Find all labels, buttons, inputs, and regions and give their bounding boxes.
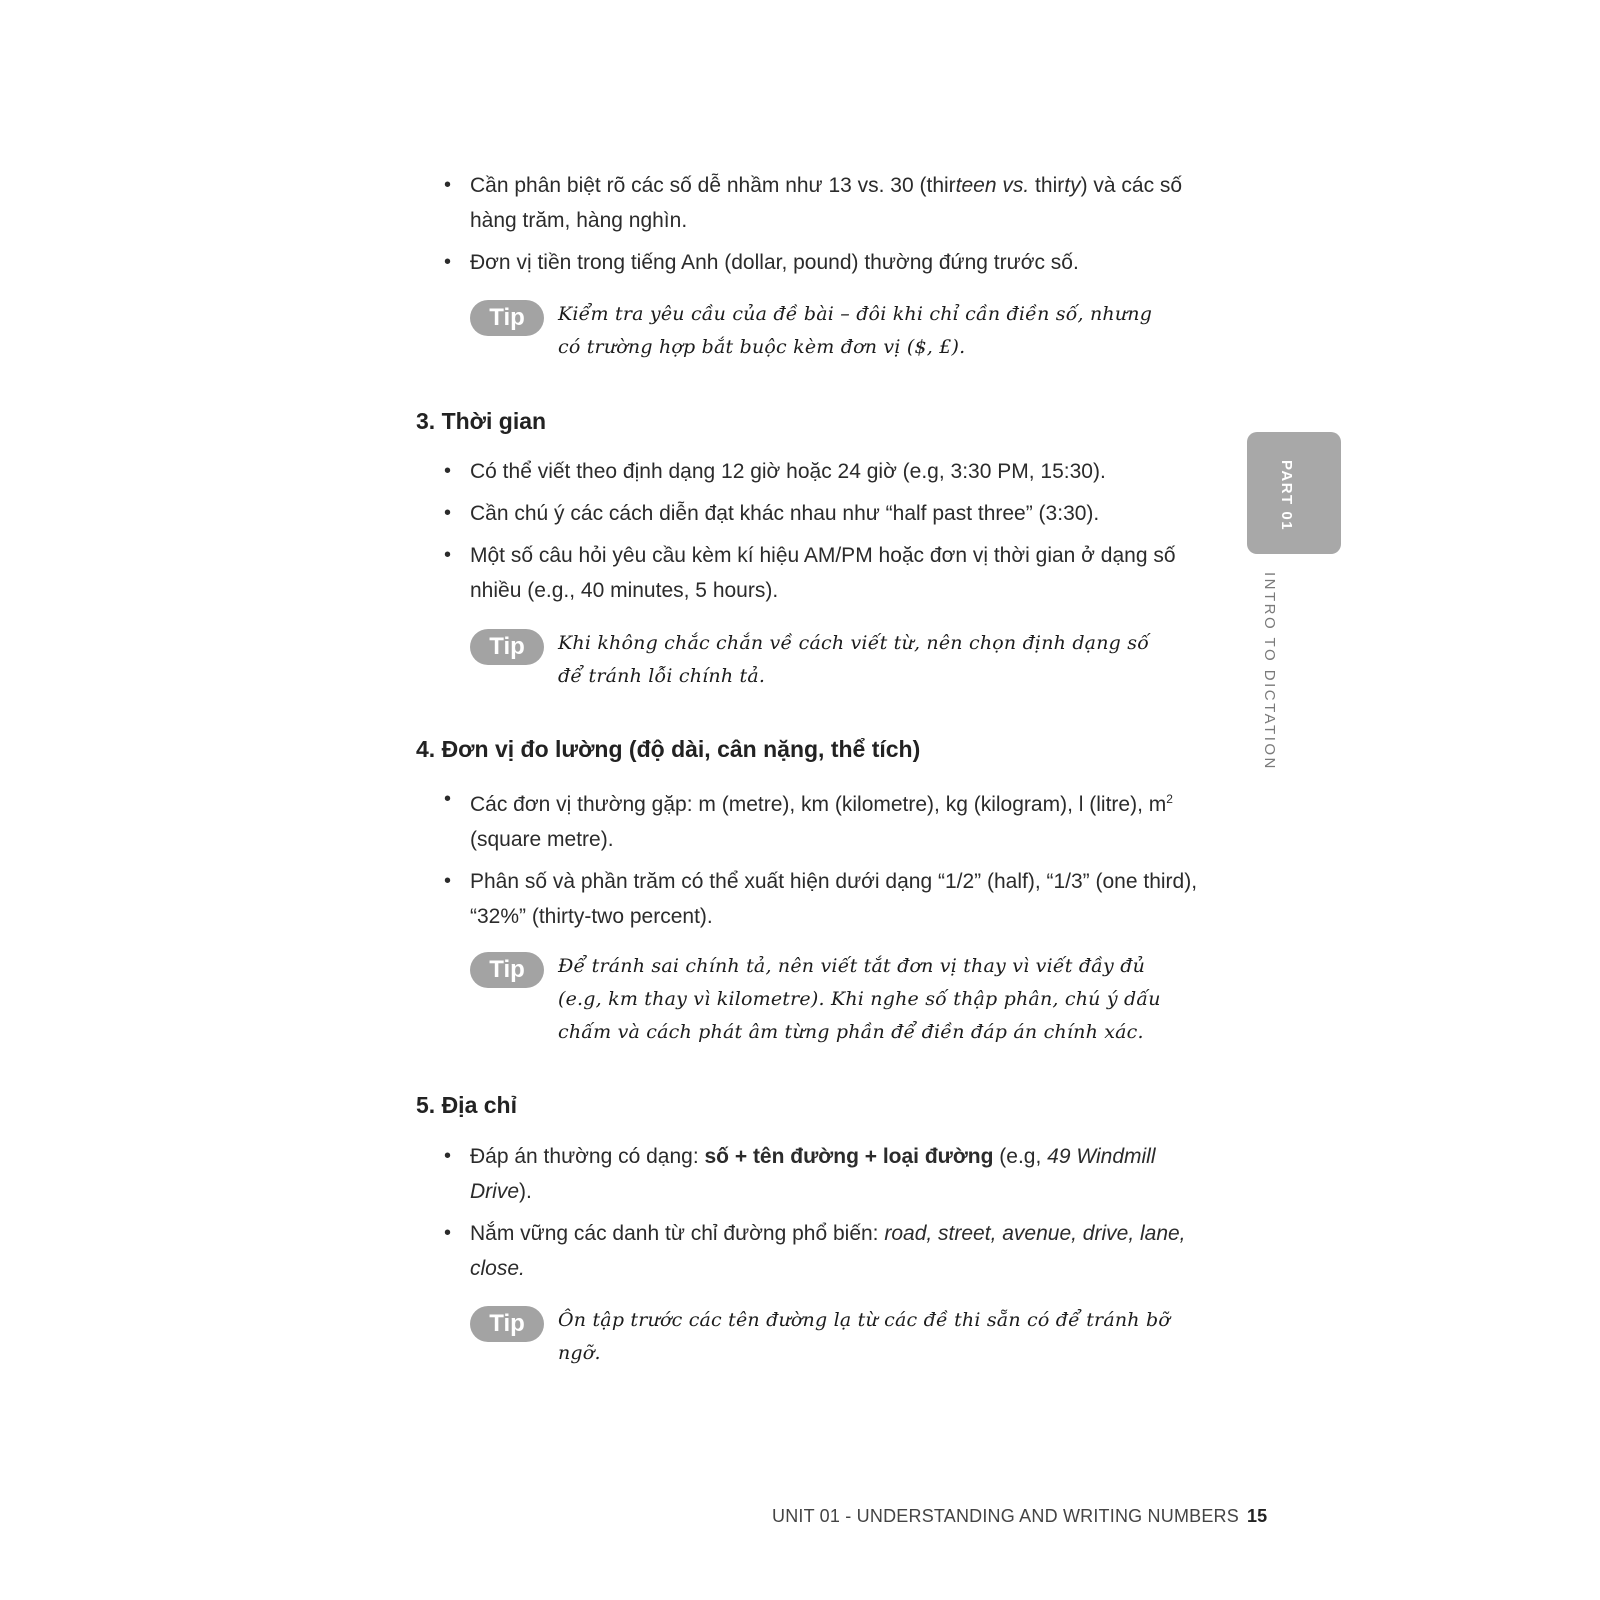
list-item: • Một số câu hỏi yêu cầu kèm kí hiệu AM/PM hoặc đơn vị thời gian ở dạng số nhiều (e.g., 40 minutes, 5 hours). — [440, 538, 1200, 608]
section-heading: 5. Địa chỉ — [416, 1092, 517, 1118]
list-item: • Cần chú ý các cách diễn đạt khác nhau như “half past three” (3:30). — [440, 496, 1200, 531]
tip-badge: Tip — [470, 629, 544, 665]
measurement-bullets — [440, 782, 1200, 934]
list-item: • Có thể viết theo định dạng 12 giờ hoặc 24 giờ (e.g, 3:30 PM, 15:30). — [440, 454, 1200, 489]
footer-unit-title: UNIT 01 - UNDERSTANDING AND WRITING NUMBERS — [772, 1506, 1239, 1526]
tip-badge: Tip — [470, 1306, 544, 1342]
tip-badge: Tip — [470, 952, 544, 988]
tip-box — [470, 298, 1170, 364]
list-item: • Đơn vị tiền trong tiếng Anh (dollar, pound) thường đứng trước số. — [440, 245, 1200, 280]
tip-badge: Tip — [470, 300, 544, 336]
tip-box — [470, 950, 1170, 1049]
page-number: 15 — [1246, 1506, 1268, 1526]
list-item: • Cần phân biệt rõ các số dễ nhầm như 13 vs. 30 (thirteen vs. thirty) và các số hàng trăm, hàng nghìn. — [440, 168, 1200, 238]
tip-box — [470, 1304, 1170, 1370]
tip-text: Ôn tập trước các tên đường lạ từ các đề thi sẵn có để tránh bỡ ngỡ. — [558, 1309, 1170, 1364]
list-item: • Đáp án thường có dạng: số + tên đường + loại đường (e.g, 49 Windmill Drive). — [440, 1139, 1200, 1209]
section-heading: 3. Thời gian — [416, 408, 547, 434]
list-item: • Nắm vững các danh từ chỉ đường phổ biến: road, street, avenue, drive, lane, close. — [440, 1216, 1200, 1286]
section-heading: 4. Đơn vị đo lường (độ dài, cân nặng, thể tích) — [416, 736, 921, 762]
page-footer — [772, 1506, 1267, 1527]
list-item: • Phân số và phần trăm có thể xuất hiện dưới dạng “1/2” (half), “1/3” (one third), “32%” (thirty-two percent). — [440, 864, 1200, 934]
tip-text: Khi không chắc chắn về cách viết từ, nên chọn định dạng số để tránh lỗi chính tả. — [558, 632, 1150, 687]
chapter-side-label: INTRO TO DICTATION — [1261, 572, 1278, 771]
tip-text: Để tránh sai chính tả, nên viết tắt đơn vị thay vì viết đầy đủ (e.g, km thay vì kilometre). Khi nghe số thập phân, chú ý dấu chấm và cách phát âm từng phần để điền đáp án chính xác. — [558, 955, 1161, 1043]
numbers-bullets — [440, 168, 1200, 280]
tip-box — [470, 627, 1170, 693]
address-bullets — [440, 1139, 1200, 1286]
time-bullets — [440, 454, 1200, 608]
tip-text: Kiểm tra yêu cầu của đề bài – đôi khi chỉ cần điền số, nhưng có trường hợp bắt buộc kèm đơn vị ($, £). — [558, 303, 1153, 358]
list-item: • Các đơn vị thường gặp: m (metre), km (kilometre), kg (kilogram), l (litre), $m^2$ (square metre). — [440, 782, 1200, 857]
part-tab-label: PART 01 — [1278, 460, 1295, 532]
